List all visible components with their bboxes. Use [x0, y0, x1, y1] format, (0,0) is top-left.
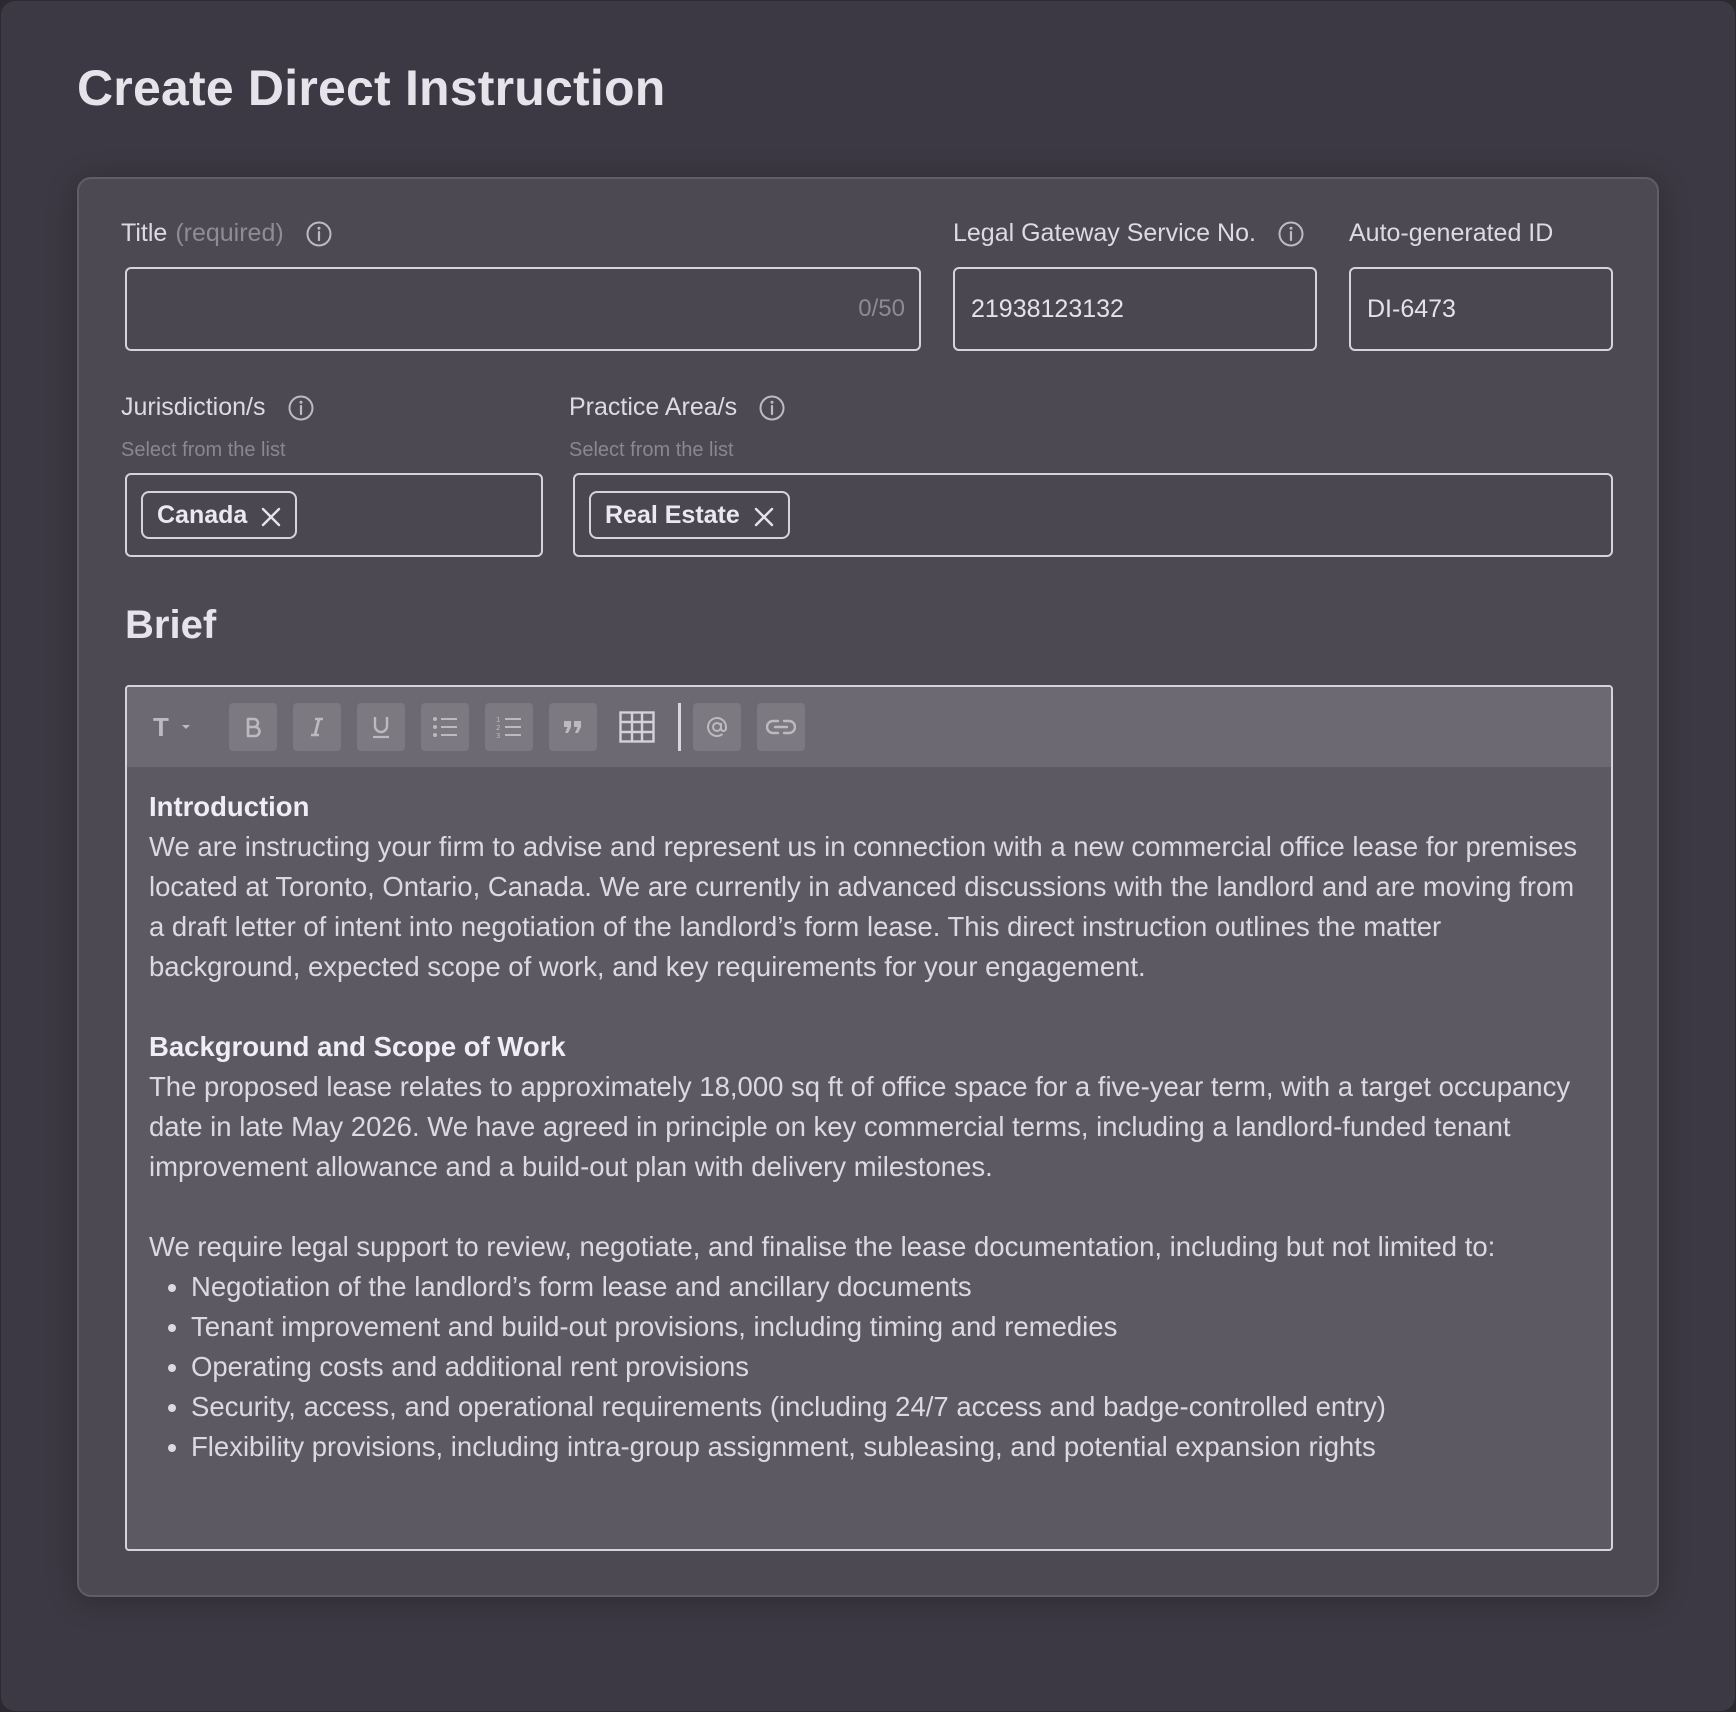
chip-label: Real Estate: [605, 500, 740, 529]
list-item: • Negotiation of the landlord’s form lease and ancillary documents: [191, 1267, 1589, 1307]
link-button[interactable]: [757, 703, 805, 751]
practice-hint: Select from the list: [569, 439, 734, 461]
page-title: Create Direct Instruction: [77, 60, 666, 116]
chip-label: Canada: [157, 500, 248, 529]
background-paragraph: The proposed lease relates to approximately 18,000 sq ft of office space for a five-year term, with a target occupancy date in late May 2026. We have agreed in principle on key commercial terms, including a landlord-funded tenant improvement allowance and a build-out plan with delivery milestones.: [149, 1071, 1571, 1182]
at-sign-icon: [705, 715, 729, 739]
practice-label: [569, 393, 785, 422]
numbered-list-button[interactable]: [485, 703, 533, 751]
toolbar-divider: [678, 703, 681, 751]
info-icon[interactable]: [759, 395, 785, 421]
gateway-label-text: Legal Gateway Service No.: [953, 219, 1256, 247]
title-required-text: (required): [175, 219, 284, 247]
autoid-label: [1349, 219, 1553, 248]
title-char-counter: 0/50: [858, 295, 905, 322]
list-item: • Security, access, and operational requirements (including 24/7 access and badge-controlled entry): [191, 1387, 1589, 1427]
link-icon: [766, 718, 796, 736]
title-label: [121, 219, 332, 248]
table-icon: [619, 711, 655, 743]
brief-content[interactable]: [149, 787, 1589, 1467]
info-icon[interactable]: [1278, 221, 1304, 247]
bold-button[interactable]: [229, 703, 277, 751]
list-item: • Tenant improvement and build-out provisions, including timing and remedies: [191, 1307, 1589, 1347]
quote-button[interactable]: [549, 703, 597, 751]
autoid-label-text: Auto-generated ID: [1349, 219, 1554, 247]
editor-toolbar: [127, 687, 1611, 767]
svg-text:2: 2: [496, 724, 501, 732]
background-heading: Background and Scope of Work: [149, 1031, 566, 1062]
bullet-list-button[interactable]: [421, 703, 469, 751]
text-style-dropdown[interactable]: [143, 703, 207, 751]
title-input[interactable]: [125, 267, 921, 351]
gateway-label: [953, 219, 1304, 248]
support-paragraph: We require legal support to review, negotiate, and finalise the lease documentation, including but not limited to:: [149, 1231, 1496, 1262]
text-style-label: T: [153, 711, 169, 742]
autoid-value: DI-6473: [1367, 294, 1456, 323]
quote-icon: [562, 717, 584, 737]
numbered-list-icon: [496, 716, 522, 738]
gateway-service-value: 21938123132: [971, 294, 1124, 323]
jurisdiction-label: [121, 393, 314, 422]
create-instruction-screen: [1, 1, 1735, 1711]
practice-label-text: Practice Area/s: [569, 393, 738, 421]
scope-list: [149, 1267, 1589, 1467]
jurisdiction-select[interactable]: [125, 473, 543, 557]
jurisdiction-chip: [141, 491, 297, 539]
underline-button[interactable]: [357, 703, 405, 751]
chevron-down-icon: [181, 724, 191, 730]
svg-text:3: 3: [496, 732, 501, 738]
close-icon[interactable]: [754, 505, 774, 525]
bullet-list-icon: [432, 716, 458, 738]
svg-text:1: 1: [496, 716, 501, 724]
brief-heading: Brief: [125, 603, 217, 647]
instruction-form-card: [77, 177, 1659, 1597]
list-item: • Flexibility provisions, including intra-group assignment, subleasing, and potential expansion rights: [191, 1427, 1589, 1467]
intro-heading: Introduction: [149, 791, 310, 822]
practice-chip: [589, 491, 790, 539]
gateway-service-input[interactable]: [953, 267, 1317, 351]
paragraph-spacer: [149, 987, 1589, 1027]
italic-icon: [306, 716, 328, 738]
jurisdiction-hint: Select from the list: [121, 439, 286, 461]
practice-area-select[interactable]: [573, 473, 1613, 557]
info-icon[interactable]: [288, 395, 314, 421]
underline-icon: [370, 715, 392, 739]
close-icon[interactable]: [261, 505, 281, 525]
title-label-text: Title: [121, 219, 168, 247]
info-icon[interactable]: [306, 221, 332, 247]
mention-button[interactable]: [693, 703, 741, 751]
paragraph-spacer: [149, 1187, 1589, 1227]
brief-editor[interactable]: [125, 685, 1613, 1551]
jurisdiction-label-text: Jurisdiction/s: [121, 393, 266, 421]
list-item: • Operating costs and additional rent provisions: [191, 1347, 1589, 1387]
intro-paragraph: We are instructing your firm to advise and represent us in connection with a new commercial office lease for premises located at Toronto, Ontario, Canada. We are currently in advanced discussions with the landlord and are moving from a draft letter of intent into negotiation of the landlord’s form lease. This direct instruction outlines the matter background, expected scope of work, and key requirements for your engagement.: [149, 831, 1578, 982]
autoid-field: [1349, 267, 1613, 351]
bold-icon: [242, 716, 264, 738]
table-button[interactable]: [613, 703, 661, 751]
italic-button[interactable]: [293, 703, 341, 751]
